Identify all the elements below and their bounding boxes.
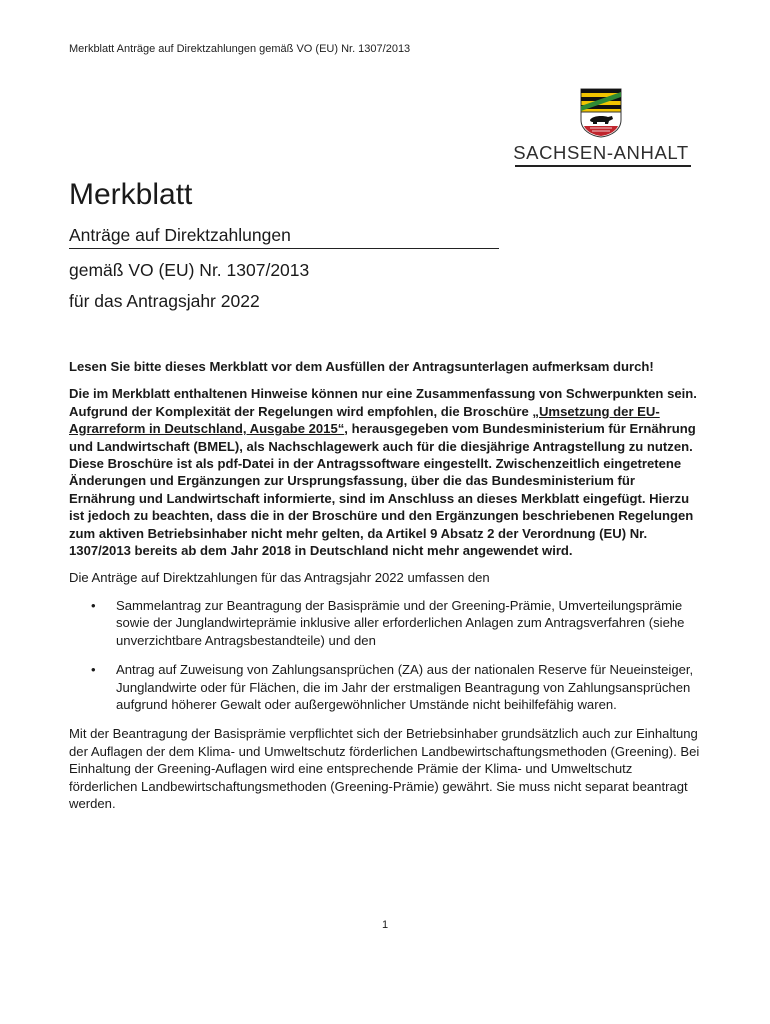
notice-text-part2: , herausgegeben vom Bundesministerium für Ernährung und Landwirtschaft (BMEL), als Nachschlagewerk auch für die diesjährige Antragstellung zu nutzen. Diese Broschüre ist als pdf-Datei in der Antragssoftware eingestellt. Zwischenzeitlich eingetretene Änderungen und Ergänzungen zur Ursprungsfassung, über die das Bundesministerium für Ernährung und Landwirtschaft informierte, sind im Anschluss an dieses Merkblatt eingefügt. Hierzu ist jedoch zu beachten, dass die in der Broschüre und den Ergänzungen beschriebenen Regelungen zum aktiven Betriebsinhaber nicht mehr gelten, da Artikel 9 Absatz 2 der Verordnung (EU) Nr. 1307/2013 bereits ab dem Jahr 2018 in Deutschland nicht mehr angewendet wird. [69,421,696,559]
closing-paragraph: Mit der Beantragung der Basisprämie verpflichtet sich der Betriebsinhaber grundsätzlich auch zur Einhaltung der Auflagen der dem Klima- und Umweltschutz förderlichen Landbewirtschaftungsmethoden (Greening). Bei Einhaltung der Greening-Auflagen wird eine entsprechende Prämie der Klima- und Umweltschutz förderlichen Landbewirtschaftungsmethoden (Greening-Prämie) gewährt. Sie muss nicht separat beantragt werden. [69,726,700,811]
running-header: Merkblatt Anträge auf Direktzahlungen gemäß VO (EU) Nr. 1307/2013 [69,43,411,55]
notice-text-part1: Die im Merkblatt enthaltenen Hinweise können nur eine Zusammenfassung von Schwerpunkten sein. Aufgrund der Komplexität der Regelungen wird empfohlen, die Broschüre [69,386,697,419]
coat-of-arms-icon [578,86,624,138]
list-item-text: Antrag auf Zuweisung von Zahlungsansprüchen (ZA) aus der nationalen Reserve für Neueinsteiger, Junglandwirte oder für Flächen, die im Jahr der erstmaligen Beantragung von Zahlungsansprüchen aufgrund höherer Gewalt oder außergewöhnlicher Umstände nicht beihilfefähig waren. [116,662,694,712]
lead-paragraph: Die Anträge auf Direktzahlungen für das Antragsjahr 2022 umfassen den [69,570,490,586]
page-number: 1 [381,919,389,931]
subtitle-line-1: Anträge auf Direktzahlungen [69,225,499,249]
sachsen-anhalt-logo [512,86,692,166]
document-title: Merkblatt [69,178,193,211]
subtitle-line-2: gemäß VO (EU) Nr. 1307/2013 [69,260,310,280]
brochure-link[interactable]: „Umsetzung der EU-Agrarreform in Deutschland, Ausgabe 2015“ [69,403,660,437]
bullet-icon: • [91,662,96,678]
body-text [69,358,704,822]
subtitle-line-3: für das Antragsjahr 2022 [69,291,260,311]
logo-underline [515,165,691,167]
application-list [69,597,704,713]
bullet-icon: • [91,597,96,613]
list-item [69,661,704,713]
list-item [69,597,704,649]
intro-paragraph: Lesen Sie bitte dieses Merkblatt vor dem Ausfüllen der Antragsunterlagen aufmerksam durch! [69,359,654,374]
notice-paragraph [69,385,704,559]
logo-wordmark: SACHSEN-ANHALT [513,142,689,163]
list-item-text: Sammelantrag zur Beantragung der Basisprämie und der Greening-Prämie, Umverteilungsprämie sowie der Junglandwirteprämie inklusive aller erforderlichen Anlagen zum Antragsverfahren (siehe unverzichtbare Antragsbestandteile) und den [116,597,685,648]
